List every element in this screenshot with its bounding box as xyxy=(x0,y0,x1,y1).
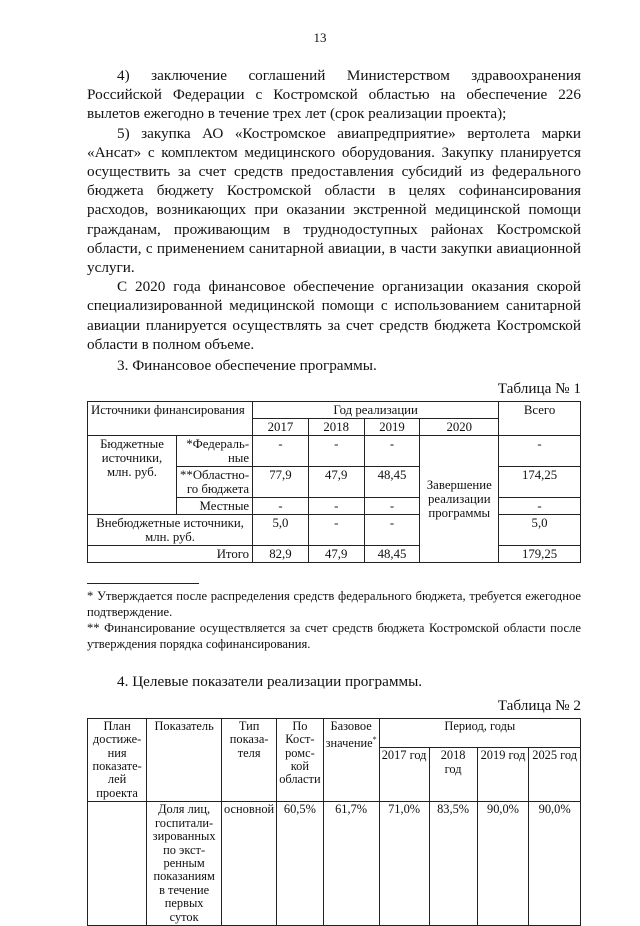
local-total: - xyxy=(499,498,581,515)
offbudget-2019: - xyxy=(364,515,420,546)
document-body xyxy=(87,66,581,926)
header-base-mark: * xyxy=(372,735,377,745)
row1-2018: 83,5% xyxy=(429,802,477,926)
local-2017: - xyxy=(253,498,309,515)
offbudget-total: 5,0 xyxy=(499,515,581,546)
row1-base: 61,7% xyxy=(323,802,379,926)
total-2019: 48,45 xyxy=(364,546,420,563)
header-year: Год реализации xyxy=(253,402,499,419)
header-region: По Кост-ромс-кой области xyxy=(277,718,323,801)
header-indicator: Показатель xyxy=(147,718,222,801)
regional-2019: 48,45 xyxy=(364,467,420,498)
regional-total: 174,25 xyxy=(499,467,581,498)
grand-total: 179,25 xyxy=(499,546,581,563)
local-2019: - xyxy=(364,498,420,515)
footnote-1: * Утверждается после распределения средств федерального бюджета, требуется ежегодное подтверждение. xyxy=(87,589,581,620)
federal-2018: - xyxy=(308,436,364,467)
row1-2017: 71,0% xyxy=(379,802,429,926)
period-2025: 2025 год xyxy=(529,748,581,802)
footnote-2: ** Финансирование осуществляется за счет средств бюджета Костромской области после утверждения порядка софинансирования. xyxy=(87,621,581,652)
header-plan: План достиже-ния показате-лей проекта xyxy=(88,718,147,801)
row1-2025: 90,0% xyxy=(529,802,581,926)
paragraph-item-5: 5) закупка АО «Костромское авиапредприятие» вертолета марки «Ансат» с комплектом медицинского оборудования. Закупку планируется осуществить за счет средств предоставления субсидий из федерального бюджета бюджету Костромской области в целях софинансирования расходов, возникающих при оказании экстренной медицинской помощи гражданам, проживающим в труднодоступных районах Костромской области, с применением санитарной авиации, в части закупки авиационной услуги. xyxy=(87,124,581,277)
year-2017: 2017 xyxy=(253,419,309,436)
period-2019: 2019 год xyxy=(477,748,529,802)
budget-sources-label: Бюджетные источники, млн. руб. xyxy=(88,436,177,515)
table-caption-1: Таблица № 1 xyxy=(497,380,581,398)
footnote-divider xyxy=(87,583,199,584)
row1-plan xyxy=(88,802,147,926)
table-caption-2: Таблица № 2 xyxy=(497,696,581,714)
regional-2018: 47,9 xyxy=(308,467,364,498)
section-heading-financing: 3. Финансовое обеспечение программы. xyxy=(117,357,377,375)
row1-2019: 90,0% xyxy=(477,802,529,926)
financing-table xyxy=(87,401,581,563)
indicators-table xyxy=(87,718,581,926)
period-2017: 2017 год xyxy=(379,748,429,802)
header-period: Период, годы xyxy=(379,718,580,748)
paragraph-item-4: 4) заключение соглашений Министерством здравоохранения Российской Федерации с Костромской областью на обеспечение 226 вылетов ежегодно в течение трех лет (срок реализации проекта); xyxy=(87,67,581,123)
federal-label: *Федераль-ные xyxy=(177,436,253,467)
paragraph-funding-2020: С 2020 года финансовое обеспечение организации оказания скорой специализированной медицинской помощи с использованием санитарной авиации планируется осуществлять за счет средств бюджета Костромской области в полном объеме. xyxy=(87,278,581,353)
row1-type: основной xyxy=(222,802,277,926)
year-2019: 2019 xyxy=(364,419,420,436)
row1-region: 60,5% xyxy=(277,802,323,926)
local-label: Местные xyxy=(177,498,253,515)
header-base-text: Базовое значение xyxy=(325,718,373,751)
local-2018: - xyxy=(308,498,364,515)
total-2017: 82,9 xyxy=(253,546,309,563)
offbudget-2018: - xyxy=(308,515,364,546)
total-label: Итого xyxy=(88,546,253,563)
offbudget-2017: 5,0 xyxy=(253,515,309,546)
regional-2017: 77,9 xyxy=(253,467,309,498)
header-sources: Источники финансирования xyxy=(88,402,253,436)
offbudget-label: Внебюджетные источники, млн. руб. xyxy=(88,515,253,546)
total-2018: 47,9 xyxy=(308,546,364,563)
section-heading-indicators: 4. Целевые показатели реализации программы. xyxy=(117,673,423,691)
year-2020: 2020 xyxy=(420,419,499,436)
period-2018: 2018 год xyxy=(429,748,477,802)
year-2018: 2018 xyxy=(308,419,364,436)
federal-2019: - xyxy=(364,436,420,467)
row1-indicator: Доля лиц, госпитали-зированных по экст-ренным показаниям в течение первых суток xyxy=(147,802,222,926)
regional-label: **Областно-го бюджета xyxy=(177,467,253,498)
completion-cell: Завершение реализации программы xyxy=(420,436,499,563)
header-type: Тип показа-теля xyxy=(222,718,277,801)
header-total: Всего xyxy=(499,402,581,436)
page-number: 13 xyxy=(313,30,327,45)
federal-total: - xyxy=(499,436,581,467)
federal-2017: - xyxy=(253,436,309,467)
header-base xyxy=(323,718,379,801)
